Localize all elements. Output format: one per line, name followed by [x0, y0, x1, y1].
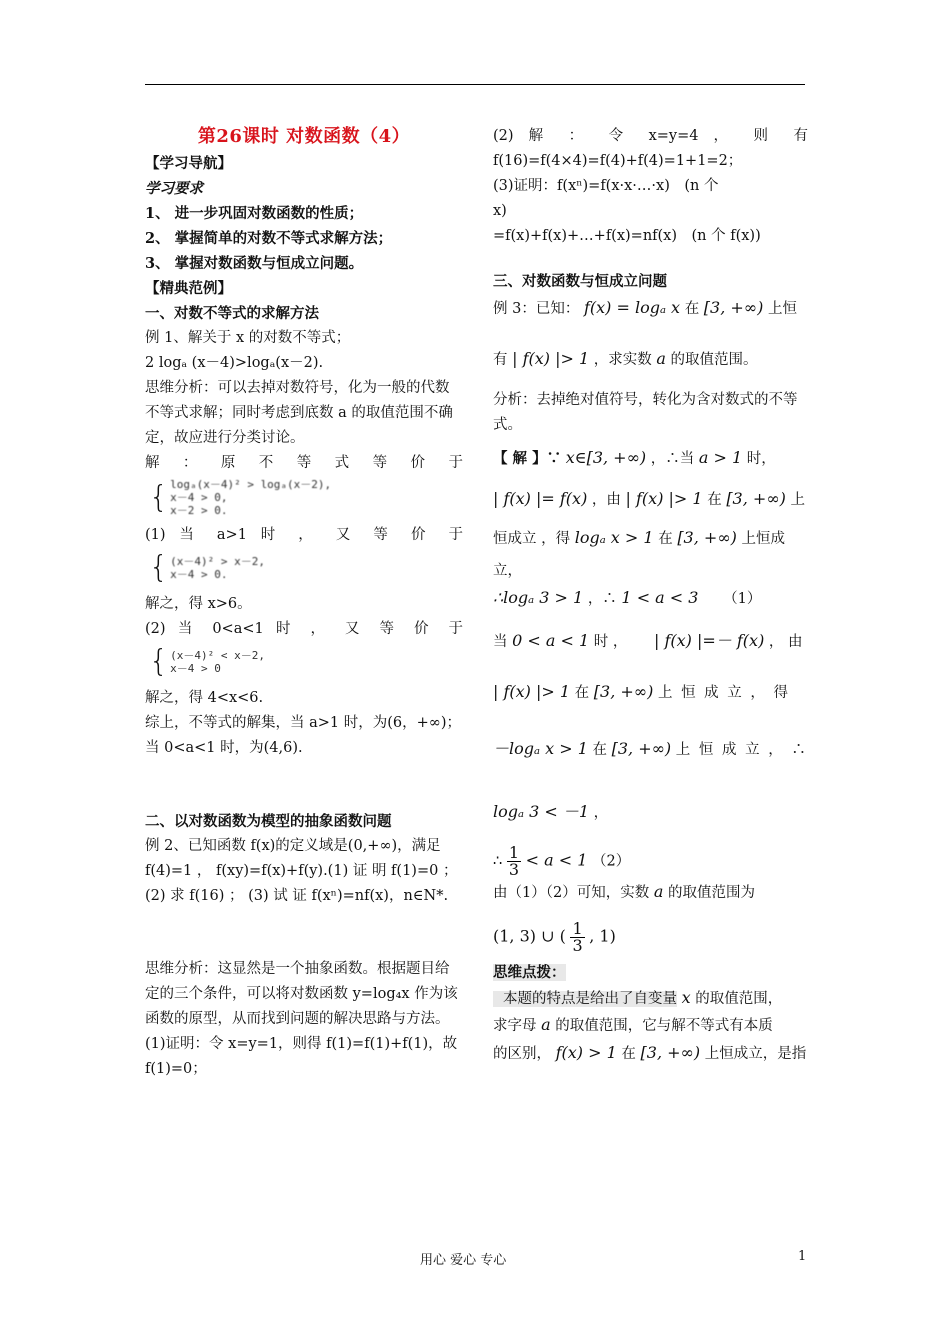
section-1-title: 一、对数不等式的求解方法 — [145, 305, 319, 322]
tips-title: 思维点拨： — [493, 964, 566, 981]
system-line: x－2 > 0. — [170, 504, 228, 517]
header-rule — [145, 84, 805, 85]
tips-line: 的区别， f(x) > 1 在 [3, +∞) 上恒成立，是指 — [493, 1043, 807, 1062]
solution-line: | f(x) |= f(x) ，由 | f(x) |> 1 在 [3, +∞) 上 — [493, 489, 805, 508]
fraction: $\frac{1}{3}$ — [572, 919, 583, 955]
formula: a — [541, 1015, 551, 1034]
left-column — [145, 124, 463, 1082]
requirement-item: 2、 掌握简单的对数不等式求解方法； — [145, 230, 393, 247]
formula: [3, +∞) — [726, 489, 786, 508]
formula: | f(x) |> 1 — [625, 489, 703, 508]
formula: [3, +∞) — [677, 528, 737, 547]
page-number: 1 — [798, 1249, 807, 1264]
example-3-statement: 例 3：已知： f(x) = logₐ x 在 [3, +∞) 上恒 — [493, 298, 797, 317]
formula: [3, +∞) — [640, 1043, 701, 1062]
requirements-header: 学习要求 — [145, 180, 203, 197]
example-1-line: 2 logₐ (x－4)>logₐ(x－2). — [145, 355, 324, 371]
solution-line: 当 0 < a < 1 时 ， | f(x) |=－ f(x) ， 由 — [493, 631, 803, 650]
system-line: x－4 > 0, — [170, 491, 228, 504]
formula: a — [653, 882, 664, 901]
system-line: (x－4)² > x－2, — [170, 555, 265, 568]
brace-icon: { — [149, 550, 169, 585]
part-3-line: (3)证明：f(xⁿ)=f(x·x·…·x) (n 个 — [493, 178, 719, 194]
system-line: logₐ(x－4)² > logₐ(x－2), — [170, 478, 332, 491]
formula: [3, +∞) — [703, 298, 764, 317]
formula: －logₐ x > 1 — [493, 739, 588, 758]
formula: (1, 3) ∪ ( — [493, 926, 566, 946]
case-2-result: 解之，得 4<x<6. — [145, 690, 264, 706]
formula: ∴logₐ 3 > 1 — [493, 588, 584, 607]
footer-motto: 用心 爱心 专心 — [420, 1253, 507, 1268]
example-2-text: 例 2、已知函数 f(x)的定义域是(0,+∞)，满足 f(4)=1 ， f(xy)=f(x)+f(y).(1) 证 明 f(1)=0 ； (2) 求 f(16) ； (3) 试 证 f(xⁿ)=nf(x)，n∈N*. — [145, 838, 458, 904]
solution-line: logₐ 3 < －1 ， — [493, 802, 609, 821]
example-2-proof-1: (1)证明：令 x=y=1，则得 f(1)=f(1)+f(1)，故 f(1)=0； — [145, 1036, 458, 1077]
system-line: (x－4)² < x－2, — [170, 649, 265, 662]
part-3-line: x) — [493, 203, 507, 219]
example-2-analysis: 思维分析：这显然是一个抽象函数。根据题目给定的三个条件，可以将对数函数 y=log₄x 作为该函数的原型，从而找到问题的解决思路与方法。 — [145, 961, 458, 1027]
formula: , 1) — [589, 926, 616, 946]
formula: x — [681, 988, 691, 1007]
conclusion-line: 由（1）（2）可知，实数 a 的取值范围为 — [493, 882, 755, 901]
part-2-line: (2) 解 ： 令 x=y=4 ， 则 有 — [493, 128, 808, 144]
formula: | f(x) |> 1 — [512, 349, 590, 368]
formula: [3, +∞) — [593, 682, 654, 701]
solution-line: 恒成立 ，得 logₐ x > 1 在 [3, +∞) 上恒成 — [493, 528, 785, 547]
formula: | f(x) |=－ f(x) — [654, 631, 765, 650]
summary-line: 综上，不等式的解集，当 a>1 时，为(6，+∞)； — [145, 715, 462, 731]
example-3-statement-2: 有 | f(x) |> 1 ，求实数 a 的取值范围。 — [493, 349, 758, 368]
formula: [3, +∞) — [611, 739, 672, 758]
fraction: $\frac{1}{3}$ — [508, 843, 520, 879]
formula: < a < 1 — [525, 850, 588, 870]
requirement-item: 3、 掌握对数函数与恒成立问题。 — [145, 255, 364, 272]
section-2-title: 二、以对数函数为模型的抽象函数问题 — [145, 813, 392, 830]
example-1-line: 例 1、解关于 x 的对数不等式； — [145, 330, 351, 346]
formula: a — [656, 349, 666, 368]
formula: | f(x) |= f(x) — [493, 489, 588, 508]
tips-line: 求字母 a 的取值范围，它与解不等式有本质 — [493, 1015, 773, 1034]
part-3-line: =f(x)+f(x)+…+f(x)=nf(x) (n 个 f(x)) — [493, 228, 761, 244]
equation-system-1 — [149, 478, 463, 517]
formula: logₐ x > 1 — [574, 528, 654, 547]
solution-line: | f(x) |> 1 在 [3, +∞) 上 恒 成 立 ， 得 — [493, 682, 791, 701]
solution-line: 立， — [493, 563, 522, 579]
brace-icon: { — [149, 479, 169, 515]
example-1-analysis: 思维分析：可以去掉对数符号，化为一般的代数不等式求解；同时考虑到底数 a 的取值范围不确定，故应进行分类讨论。 — [145, 380, 453, 446]
analysis-text: 分析：去掉绝对值符号，转化为含对数式的不等式。 — [493, 392, 798, 433]
tips-line: 本题的特点是给出了自变量 x 的取值范围， — [493, 985, 808, 1012]
section-3-title: 三、对数函数与恒成立问题 — [493, 273, 667, 290]
formula: a > 1 — [698, 448, 743, 467]
solution-line: ∴logₐ 3 > 1 ，∴ 1 < a < 3 （1） — [493, 588, 762, 607]
requirement-item: 1、 进一步巩固对数函数的性质； — [145, 205, 364, 222]
formula: x∈[3, +∞) — [565, 448, 647, 467]
examples-header: 【精典范例】 — [145, 280, 232, 297]
case-1-label: (1) 当 a>1 时 ， 又 等 价 于 — [145, 527, 463, 543]
system-line: x－4 > 0. — [170, 568, 228, 581]
equation-system-3 — [149, 644, 463, 680]
formula: 1 < a < 3 — [621, 588, 699, 607]
formula: 0 < a < 1 — [512, 631, 590, 650]
example-1-solve-label: 解 ： 原 不 等 式 等 价 于 — [145, 455, 463, 471]
solution-line: 【 解 】∵ x∈[3, +∞) ，∴当 a > 1 时， — [493, 448, 776, 467]
case-2-label: (2) 当 0<a<1 时 ， 又 等 价 于 — [145, 621, 463, 637]
part-2-line: f(16)=f(4×4)=f(4)+f(4)=1+1=2； — [493, 153, 743, 169]
case-1-result: 解之，得 x>6。 — [145, 596, 252, 612]
right-column — [493, 124, 808, 1068]
formula: | f(x) |> 1 — [493, 682, 571, 701]
formula: f(x) > 1 — [555, 1043, 617, 1062]
formula: logₐ 3 < －1 — [493, 802, 590, 821]
formula: f(x) = logₐ x — [583, 298, 681, 317]
equation-system-2 — [149, 550, 463, 586]
nav-header: 【学习导航】 — [145, 155, 232, 172]
summary-line: 当 0<a<1 时，为(4,6). — [145, 740, 303, 756]
brace-icon: { — [149, 644, 169, 679]
system-line: x－4 > 0 — [170, 662, 221, 675]
solution-line: ∴ $\frac{1}{3}$ < a < 1 （2） — [493, 843, 631, 879]
final-range — [493, 921, 808, 954]
page-title: 第26课时 对数函数（4） — [197, 126, 411, 147]
solution-line: －logₐ x > 1 在 [3, +∞) 上 恒 成 立 ， ∴ — [493, 739, 808, 758]
